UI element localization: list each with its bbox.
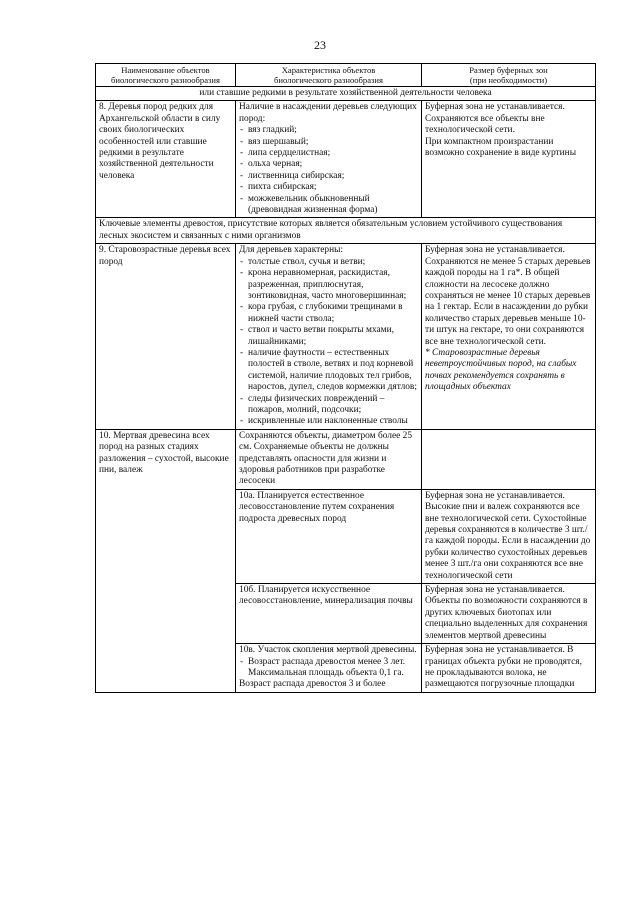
section-heading-row — [96, 218, 596, 244]
row9-footnote: * Старовозрастные деревья неветроустойчивых пород, на слабых почвах рекомендуется сохранять в площадных объектах — [425, 347, 577, 393]
row10a-buffer: Буферная зона не устанавливается. Высокие пни и валеж сохраняются все вне технологической сети. Сухостойные деревья сохраняются в количестве 3 шт./га каждой породы. Если в насаждении до рубки количество сухостойных деревьев менее 3 шт./га они сохраняются все вне технологической сети — [422, 489, 596, 583]
list-item: - крона неравномерная, раскидистая, разреженная, приплюснутая, зонтиковидная, часто многовершинная; — [239, 268, 418, 302]
header-buffer-zones — [422, 64, 596, 87]
header-line: Размер буферных зон — [469, 65, 548, 75]
row9-name: 9. Старовозрастные деревья всех пород — [96, 244, 236, 430]
header-objects — [96, 64, 236, 87]
table-row — [96, 429, 596, 489]
table-row — [96, 101, 596, 218]
row8-species-list — [239, 125, 418, 216]
row9-buffer — [422, 244, 596, 430]
header-line: (при необходимости) — [469, 75, 548, 85]
buffer-line: Сохраняются все объекты вне технологической сети. — [425, 113, 545, 136]
header-line: биологического разнообразия — [274, 75, 383, 85]
list-item: - липа сердцелистная; — [239, 148, 418, 159]
row10-general: Сохраняются объекты, диаметром более 25 см. Сохраняемые объекты не должны представлять опасности для жизни и здоровья работников при разработке лесосеки — [236, 429, 422, 489]
list-item: - пихта сибирская; — [239, 182, 418, 193]
table-row — [96, 244, 596, 430]
row10b-buffer: Буферная зона не устанавливается. Объекты по возможности сохраняются в других ключевых биотопах или специально выделенных для сохранения элементов мертвой древесины — [422, 584, 596, 644]
row10c-description — [236, 644, 422, 693]
row9-characteristics — [236, 244, 422, 430]
list-item: - Возраст распада древостоя менее 3 лет. Максимальная площадь объекта 0,1 га. — [239, 657, 418, 680]
key-elements-heading: Ключевые элементы древостоя, присутствие которых является обязательным условием устойчивого существования лесных экосистем и связанных с ними организмов — [96, 218, 596, 244]
list-item: - ствол и часто ветви покрыты мхами, лишайниками; — [239, 325, 418, 348]
row10c-buffer: Буферная зона не устанавливается. В границах объекта рубки не проводятся, не прокладываются волока, не размещаются погрузочные площадки — [422, 644, 596, 693]
header-line: биологического разнообразия — [111, 75, 220, 85]
list-item: - наличие фаутности – естественных полостей в стволе, ветвях и под корневой системой, наличие плодовых тел грибов, наростов, дупел, следов кормежки дятлов; — [239, 348, 418, 394]
continuation-row — [96, 87, 596, 101]
page-number: 23 — [314, 38, 326, 52]
list-item: - лиственница сибирская; — [239, 171, 418, 182]
row10a-description: 10а. Планируется естественное лесовосстановление путем сохранения подроста древесных пород — [236, 489, 422, 583]
row10b-description: 10б. Планируется искусственное лесовосстановление, минерализация почвы — [236, 584, 422, 644]
header-characteristics — [236, 64, 422, 87]
list-item: - кора грубая, с глубокими трещинами в нижней части ствола; — [239, 302, 418, 325]
biodiversity-table — [95, 63, 596, 693]
list-item: - ольха черная; — [239, 159, 418, 170]
row10-name: 10. Мертвая древесина всех пород на разных стадиях разложения – сухостой, высокие пни, валеж — [96, 429, 236, 692]
table-header-row — [96, 64, 596, 87]
row8-buffer — [422, 101, 596, 218]
list-item: - можжевельник обыкновенный (древовидная жизненная форма) — [239, 194, 418, 217]
row8-characteristics — [236, 101, 422, 218]
row8-intro: Наличие в насаждении деревьев следующих пород: — [239, 102, 417, 124]
list-item: - вяз шершавый; — [239, 137, 418, 148]
row9-intro: Для деревьев характерны: — [239, 245, 344, 256]
list-item: - искривленные или наклоненные стволы — [239, 416, 418, 427]
buffer-line: Буферная зона не устанавливается. — [425, 102, 565, 113]
row9-buffer-text: Буферная зона не устанавливается. Сохраняются не менее 5 старых деревьев каждой породы на 1 га*. В общей сложности на лесосеке должно сохраняться не менее 10 старых деревьев на 1 гектар. Если в насаждении до рубки количество старых деревьев меньше 10-ти штук на гектаре, то они сохраняются все вне технологической сети. — [425, 245, 591, 347]
row10c-intro: 10в. Участок скопления мертвой древесины. — [239, 645, 417, 656]
header-line: Наименование объектов — [121, 65, 210, 75]
list-item: - толстые ствол, сучья и ветви; — [239, 257, 418, 268]
row8-name: 8. Деревья пород редких для Архангельской области в силу своих биологических особенностей или ставшие редкими в результате хозяйственной деятельности человека — [96, 101, 236, 218]
buffer-line: При компактном произрастании возможно сохранение в виде куртины — [425, 136, 576, 159]
row10c-list — [239, 657, 418, 680]
row10-general-buffer — [422, 429, 596, 489]
row10c-tail: Возраст распада древостоя 3 и более — [239, 679, 386, 690]
section-continuation: или ставшие редкими в результате хозяйственной деятельности человека — [96, 87, 596, 101]
header-line: Характеристика объектов — [281, 65, 376, 75]
list-item: - следы физических повреждений – пожаров, молний, подсочки; — [239, 394, 418, 417]
list-item: - вяз гладкий; — [239, 125, 418, 136]
row9-features-list — [239, 257, 418, 428]
